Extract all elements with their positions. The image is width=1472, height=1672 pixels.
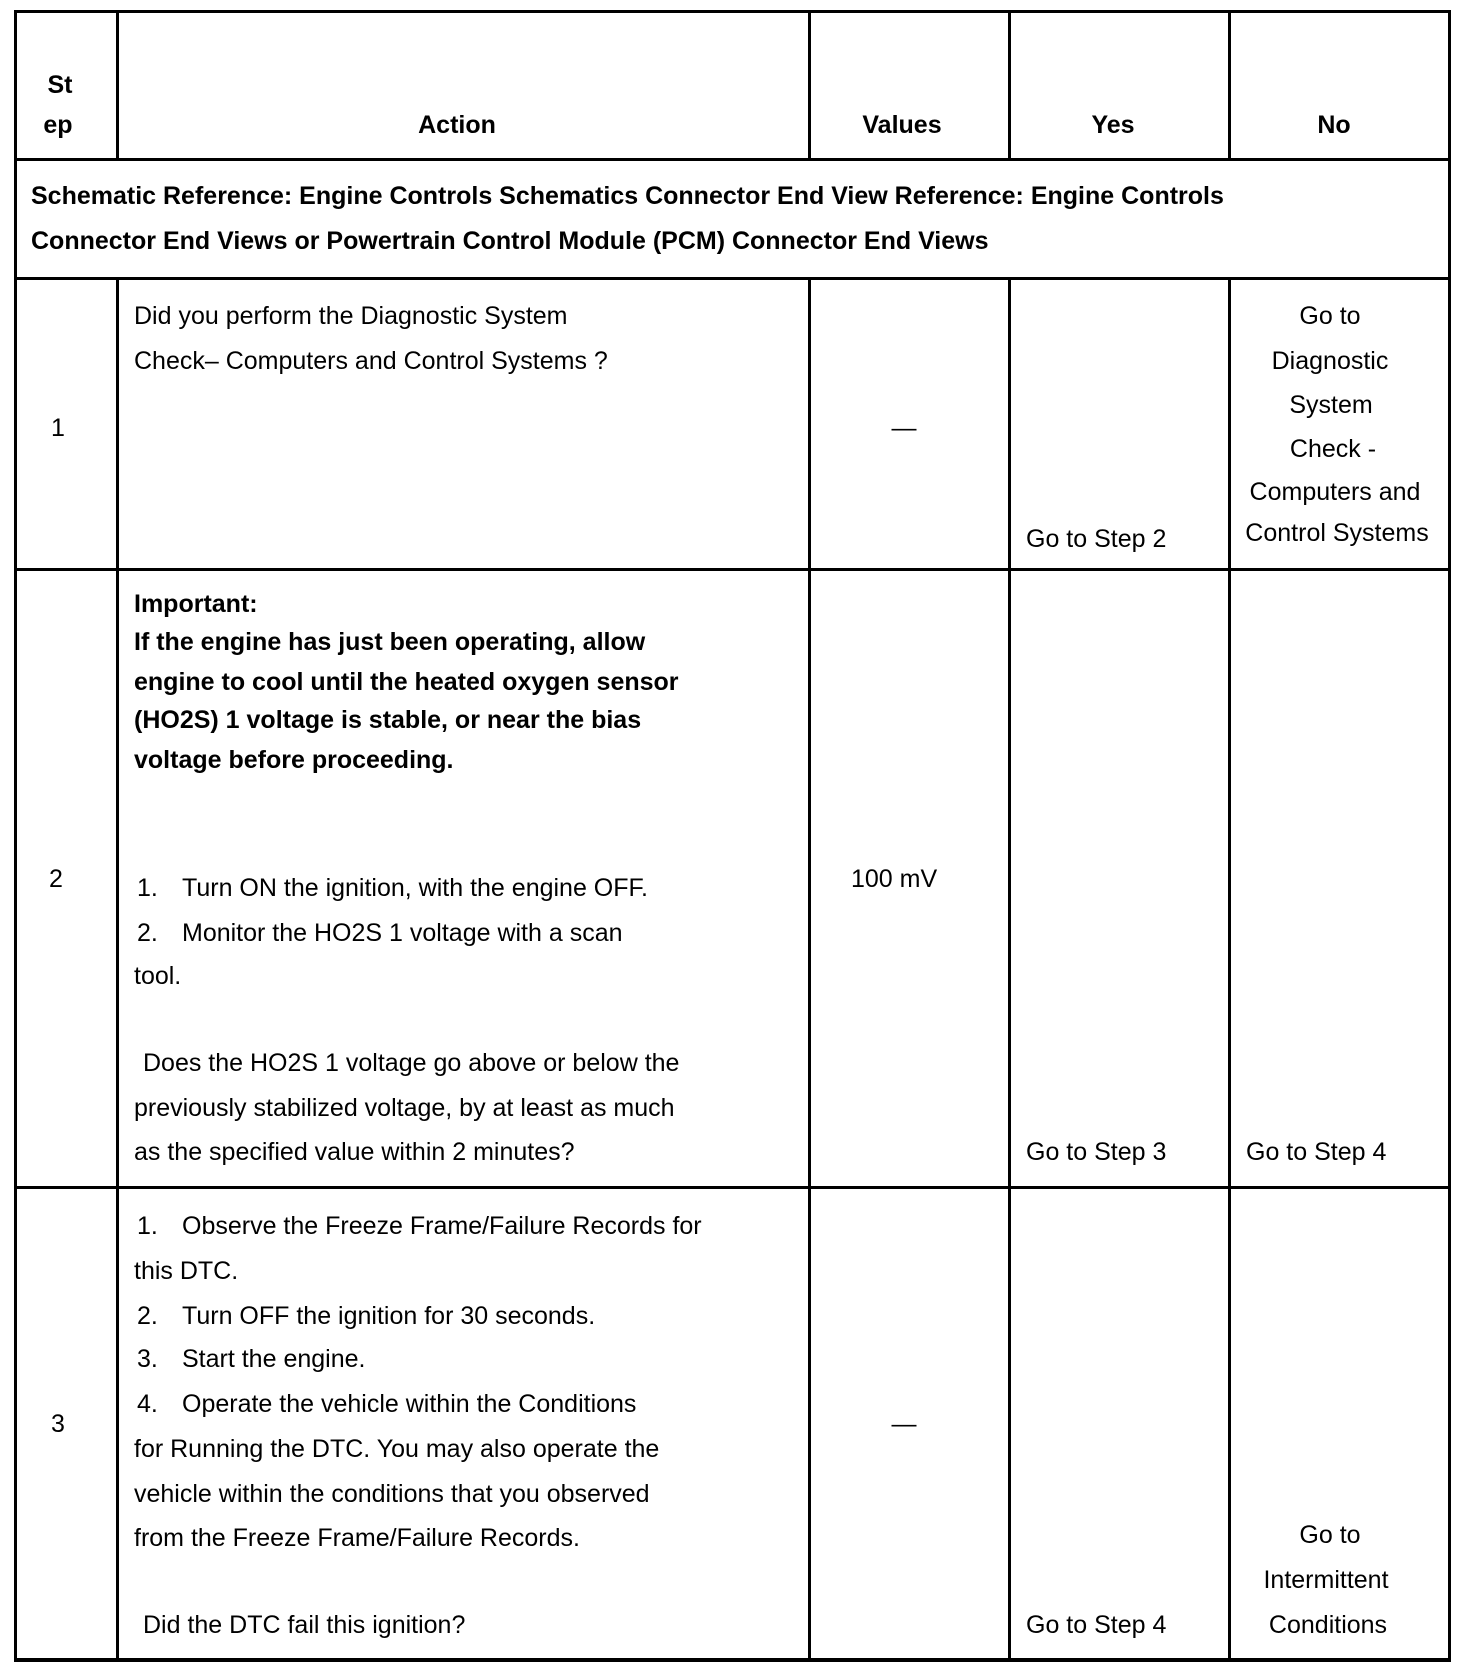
header-yes: Yes bbox=[1091, 111, 1135, 139]
values-cell: — bbox=[891, 1410, 917, 1438]
question-text: previously stabilized voltage, by at least as much bbox=[134, 1094, 675, 1122]
action-text: Check– Computers and Control Systems ? bbox=[134, 347, 608, 375]
no-link[interactable]: Check - bbox=[1289, 435, 1377, 463]
important-text: If the engine has just been operating, allow bbox=[134, 628, 646, 656]
important-text: engine to cool until the heated oxygen sensor bbox=[134, 668, 679, 696]
schematic-reference: Connector End Views or Powertrain Control Module (PCM) Connector End Views bbox=[31, 227, 989, 255]
step-number: 1 bbox=[51, 414, 65, 442]
list-text: tool. bbox=[134, 962, 182, 990]
divider bbox=[116, 10, 119, 159]
divider bbox=[1228, 277, 1231, 1662]
header-values: Values bbox=[862, 111, 942, 139]
important-text: voltage before proceeding. bbox=[134, 746, 454, 774]
divider bbox=[1228, 10, 1231, 159]
divider bbox=[808, 10, 811, 159]
no-link[interactable]: Go to bbox=[1299, 302, 1361, 330]
divider bbox=[14, 158, 1451, 161]
yes-link[interactable]: Go to Step 3 bbox=[1026, 1138, 1167, 1166]
list-text: for Running the DTC. You may also operate the bbox=[134, 1435, 660, 1463]
divider bbox=[14, 10, 17, 1662]
list-number: 3. bbox=[137, 1345, 158, 1373]
no-link[interactable]: Computers and bbox=[1249, 478, 1421, 506]
no-link[interactable]: Go to bbox=[1299, 1521, 1361, 1549]
list-number: 1. bbox=[137, 1212, 158, 1240]
divider bbox=[14, 10, 1451, 13]
list-number: 2. bbox=[137, 1302, 158, 1330]
list-number: 1. bbox=[137, 874, 158, 902]
list-text: vehicle within the conditions that you observed bbox=[134, 1480, 650, 1508]
header-no: No bbox=[1317, 111, 1351, 139]
no-link[interactable]: Conditions bbox=[1268, 1611, 1388, 1639]
divider bbox=[1008, 277, 1011, 1662]
no-link[interactable]: Go to Step 4 bbox=[1246, 1138, 1387, 1166]
divider bbox=[14, 277, 1451, 280]
header-step: St bbox=[47, 71, 73, 99]
list-text: Observe the Freeze Frame/Failure Records for bbox=[182, 1212, 702, 1240]
list-text: from the Freeze Frame/Failure Records. bbox=[134, 1524, 580, 1552]
question-text: Does the HO2S 1 voltage go above or below the bbox=[143, 1049, 680, 1077]
divider bbox=[808, 277, 811, 1662]
important-text: (HO2S) 1 voltage is stable, or near the bias bbox=[134, 706, 642, 734]
no-link[interactable]: System bbox=[1289, 391, 1373, 419]
question-text: Did the DTC fail this ignition? bbox=[143, 1611, 466, 1639]
list-text: Turn ON the ignition, with the engine OFF. bbox=[182, 874, 648, 902]
header-step: ep bbox=[43, 111, 73, 139]
divider bbox=[14, 1658, 1451, 1662]
action-text: Did you perform the Diagnostic System bbox=[134, 302, 568, 330]
divider bbox=[1448, 10, 1451, 1662]
values-cell: — bbox=[891, 414, 917, 442]
divider bbox=[1008, 10, 1011, 159]
values-cell: 100 mV bbox=[851, 865, 938, 893]
divider bbox=[14, 1186, 1451, 1189]
no-link[interactable]: Diagnostic bbox=[1271, 347, 1389, 375]
yes-link[interactable]: Go to Step 4 bbox=[1026, 1611, 1167, 1639]
no-link[interactable]: Control Systems bbox=[1245, 519, 1429, 547]
yes-link[interactable]: Go to Step 2 bbox=[1026, 525, 1167, 553]
divider bbox=[14, 568, 1451, 571]
list-text: Operate the vehicle within the Conditions bbox=[182, 1390, 637, 1418]
list-number: 4. bbox=[137, 1390, 158, 1418]
list-text: this DTC. bbox=[134, 1257, 239, 1285]
schematic-reference: Schematic Reference: Engine Controls Schematics Connector End View Reference: Engine Controls bbox=[31, 182, 1224, 210]
list-text: Turn OFF the ignition for 30 seconds. bbox=[182, 1302, 596, 1330]
step-number: 2 bbox=[49, 865, 63, 893]
no-link[interactable]: Intermittent bbox=[1263, 1566, 1389, 1594]
list-text: Start the engine. bbox=[182, 1345, 366, 1373]
list-text: Monitor the HO2S 1 voltage with a scan bbox=[182, 919, 623, 947]
list-number: 2. bbox=[137, 919, 158, 947]
divider bbox=[116, 277, 119, 1662]
question-text: as the specified value within 2 minutes? bbox=[134, 1138, 575, 1166]
important-label: Important: bbox=[134, 590, 258, 618]
header-action: Action bbox=[418, 111, 496, 139]
step-number: 3 bbox=[51, 1410, 65, 1438]
